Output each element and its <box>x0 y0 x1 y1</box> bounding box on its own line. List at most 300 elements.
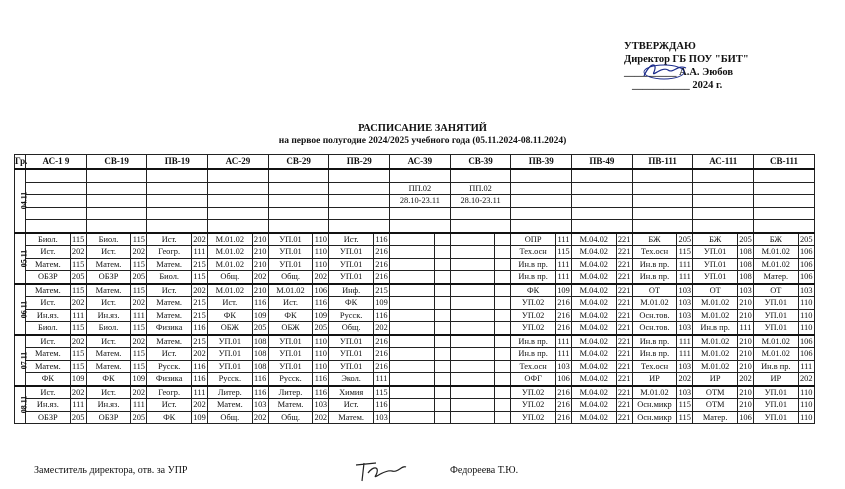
room-cell: 210 <box>739 298 752 308</box>
room-cell: 202 <box>191 284 207 297</box>
subject-cell: Ин.в пр. <box>632 335 676 348</box>
subject-cell: ОФГ <box>511 373 555 386</box>
room-cell: 205 <box>71 412 85 422</box>
room-cell: 108 <box>253 361 267 371</box>
room-cell: 109 <box>193 412 206 422</box>
room-cell: 202 <box>193 349 206 359</box>
room-cell: 109 <box>375 298 388 308</box>
subject-cell: ОБЗР <box>26 271 70 284</box>
deputy-signature-icon <box>350 455 410 487</box>
room-cell <box>495 322 511 335</box>
subject-cell: Экол. <box>329 373 373 386</box>
table-row <box>15 399 815 412</box>
subject-cell: М.01.02 <box>693 309 737 322</box>
subject-cell: Ин.в пр. <box>511 348 555 361</box>
subject-cell <box>450 399 494 412</box>
subject-cell: Ин.в пр. <box>632 258 676 271</box>
room-cell: 202 <box>131 335 147 348</box>
room-cell: 115 <box>132 349 145 359</box>
room-cell: 115 <box>70 284 86 297</box>
room-cell: 111 <box>677 348 693 361</box>
room-cell: 115 <box>131 322 147 335</box>
subject-cell: Матер. <box>693 411 737 424</box>
subject-cell: М.04.02 <box>572 360 616 373</box>
subject-cell <box>390 233 434 246</box>
room-cell <box>495 373 511 386</box>
room-cell: 106 <box>798 271 814 284</box>
room-cell <box>495 233 511 246</box>
table-cell <box>754 220 815 233</box>
subject-cell: М.04.02 <box>572 335 616 348</box>
table-cell <box>26 195 87 208</box>
subject-cell: Тех.осн <box>511 246 555 259</box>
room-cell: 116 <box>254 298 267 308</box>
table-cell: ПП.02 <box>450 182 511 195</box>
subject-cell: Физика <box>147 373 191 386</box>
room-cell: 103 <box>678 361 692 371</box>
subject-cell: ОТ <box>693 284 737 297</box>
room-cell: 116 <box>314 298 327 308</box>
room-cell <box>495 348 511 361</box>
room-cell: 106 <box>555 373 571 386</box>
table-cell <box>147 207 208 220</box>
table-row <box>15 360 815 373</box>
room-cell: 221 <box>616 386 632 399</box>
room-cell: 116 <box>191 373 207 386</box>
room-cell <box>495 360 511 373</box>
subject-cell: Матем. <box>147 309 191 322</box>
subject-cell: М.04.02 <box>572 373 616 386</box>
subject-cell: Ин.яз. <box>86 309 130 322</box>
subject-cell: Осн.тов. <box>632 309 676 322</box>
table-cell <box>693 169 754 182</box>
subject-cell: Биол. <box>147 271 191 284</box>
room-cell: 210 <box>737 335 753 348</box>
subject-cell: ОПР <box>511 233 555 246</box>
subject-cell: Русск. <box>147 360 191 373</box>
room-cell <box>434 373 450 386</box>
room-cell: 115 <box>131 284 147 297</box>
room-cell: 202 <box>313 271 329 284</box>
subject-cell: Биол. <box>86 322 130 335</box>
room-cell: 110 <box>314 259 327 269</box>
subject-cell: Матем. <box>26 284 70 297</box>
subject-cell: М.04.02 <box>572 233 616 246</box>
subject-cell: М.04.02 <box>572 297 616 310</box>
subject-cell: УП.02 <box>511 322 555 335</box>
subject-cell <box>390 335 434 348</box>
subject-cell: М.01.02 <box>693 360 737 373</box>
subject-cell: Тех.осн <box>632 360 676 373</box>
subject-cell: УП.01 <box>754 297 798 310</box>
room-cell: 221 <box>617 349 631 359</box>
subject-cell: УП.02 <box>511 309 555 322</box>
room-cell: 115 <box>72 361 85 371</box>
room-cell: 210 <box>739 310 752 320</box>
table-cell <box>26 182 87 195</box>
room-cell: 115 <box>72 259 85 269</box>
room-cell: 111 <box>131 399 147 412</box>
subject-cell: М.01.02 <box>208 246 252 259</box>
table-cell <box>86 207 147 220</box>
room-cell: 202 <box>70 335 86 348</box>
subject-cell: УП.01 <box>208 335 252 348</box>
subject-cell <box>390 271 434 284</box>
room-cell: 216 <box>555 322 571 335</box>
subject-cell: ИР <box>693 373 737 386</box>
room-cell: 221 <box>616 271 632 284</box>
table-cell <box>86 195 147 208</box>
subject-cell <box>390 246 434 259</box>
subject-cell: УП.01 <box>268 246 312 259</box>
subject-cell: Матем. <box>268 399 312 412</box>
table-row <box>15 284 815 297</box>
subject-cell <box>390 284 434 297</box>
room-cell: 111 <box>191 246 207 259</box>
room-cell: 111 <box>555 335 571 348</box>
room-cell: 103 <box>677 386 693 399</box>
table-row <box>15 246 815 259</box>
table-cell <box>86 220 147 233</box>
room-cell: 210 <box>252 284 268 297</box>
room-cell: 205 <box>131 271 147 284</box>
table-row <box>15 322 815 335</box>
room-cell: 115 <box>557 247 570 257</box>
room-cell <box>495 399 511 412</box>
subject-cell: Ист. <box>268 297 312 310</box>
subject-cell: Матем. <box>26 360 70 373</box>
subject-cell: Ист. <box>86 335 130 348</box>
subject-cell: ФК <box>208 309 252 322</box>
subject-cell <box>390 297 434 310</box>
subject-cell: БЖ <box>754 233 798 246</box>
subject-cell: Матем. <box>147 297 191 310</box>
room-cell: 115 <box>70 233 86 246</box>
room-cell <box>434 297 450 310</box>
subject-cell: Ин.в пр. <box>511 335 555 348</box>
table-cell <box>693 195 754 208</box>
room-cell: 103 <box>557 361 570 371</box>
table-row <box>15 207 815 220</box>
room-cell <box>434 284 450 297</box>
room-cell: 103 <box>375 412 388 422</box>
subject-cell <box>390 258 434 271</box>
table-cell <box>329 182 390 195</box>
table-row <box>15 411 815 424</box>
room-cell: 216 <box>557 298 570 308</box>
room-cell: 216 <box>375 247 388 257</box>
table-cell <box>390 207 451 220</box>
subject-cell <box>390 348 434 361</box>
room-cell: 202 <box>252 271 268 284</box>
subject-cell: Ист. <box>26 297 70 310</box>
room-cell: 205 <box>132 412 146 422</box>
room-cell: 111 <box>555 258 571 271</box>
footer-name: Федореева Т.Ю. <box>450 465 519 476</box>
table-cell <box>511 169 572 182</box>
subject-cell: Ин.яз. <box>26 399 70 412</box>
subject-cell: Матем. <box>329 411 373 424</box>
subject-cell: УП.01 <box>329 360 373 373</box>
subject-cell: УП.01 <box>329 348 373 361</box>
subject-cell: БЖ <box>693 233 737 246</box>
room-cell: 202 <box>193 400 206 410</box>
subject-cell: Осн.микр <box>632 399 676 412</box>
table-row <box>15 386 815 399</box>
room-cell: 221 <box>617 361 631 371</box>
subject-cell: Ист. <box>147 233 191 246</box>
table-cell <box>754 207 815 220</box>
room-cell <box>495 386 511 399</box>
room-cell: 221 <box>616 233 632 246</box>
room-cell: 116 <box>193 361 206 371</box>
room-cell: 202 <box>70 386 86 399</box>
day-text: 04.11 <box>19 191 29 210</box>
subject-cell: Ист. <box>86 386 130 399</box>
subject-cell: М.01.02 <box>208 258 252 271</box>
room-cell: 205 <box>798 233 814 246</box>
room-cell: 205 <box>737 233 753 246</box>
subject-cell <box>450 309 494 322</box>
table-cell <box>26 169 87 182</box>
subject-cell: Ин.яз. <box>86 399 130 412</box>
table-cell <box>329 195 390 208</box>
room-cell: 205 <box>70 271 86 284</box>
subject-cell: Осн.микр <box>632 411 676 424</box>
subject-cell: Ист. <box>208 297 252 310</box>
subject-cell: УП.01 <box>693 246 737 259</box>
room-cell: 110 <box>314 361 327 371</box>
day-label <box>15 386 29 424</box>
subject-cell: ОТ <box>632 284 676 297</box>
group-header: АС-39 <box>390 155 451 170</box>
table-row <box>15 297 815 310</box>
room-cell: 115 <box>72 349 85 359</box>
subject-cell: ФК <box>26 373 70 386</box>
room-cell: 103 <box>253 400 267 410</box>
subject-cell: Литер. <box>208 386 252 399</box>
room-cell: 111 <box>798 360 814 373</box>
room-cell: 110 <box>314 349 327 359</box>
subject-cell: УП.01 <box>329 271 373 284</box>
room-cell: 210 <box>253 247 267 257</box>
table-cell <box>390 220 451 233</box>
room-cell: 111 <box>555 271 571 284</box>
room-cell: 109 <box>253 310 267 320</box>
room-cell: 111 <box>555 348 571 361</box>
room-cell: 115 <box>678 247 691 257</box>
room-cell: 216 <box>375 361 388 371</box>
subject-cell: М.01.02 <box>754 348 798 361</box>
subject-cell <box>450 297 494 310</box>
table-row <box>15 169 815 182</box>
room-cell: 103 <box>678 310 692 320</box>
subject-cell <box>450 284 494 297</box>
room-cell <box>495 258 511 271</box>
subject-cell: Матем. <box>86 360 130 373</box>
table-cell <box>632 195 693 208</box>
subject-cell: Биол. <box>86 233 130 246</box>
room-cell: 106 <box>799 349 813 359</box>
room-cell: 109 <box>131 373 147 386</box>
subject-cell <box>390 411 434 424</box>
room-cell: 202 <box>71 298 85 308</box>
room-cell: 116 <box>252 386 268 399</box>
room-cell: 106 <box>799 247 813 257</box>
room-cell <box>495 284 511 297</box>
subject-cell: Геогр. <box>147 246 191 259</box>
room-cell: 116 <box>375 400 388 410</box>
room-cell: 109 <box>555 284 571 297</box>
room-cell: 216 <box>375 349 388 359</box>
room-cell: 216 <box>557 400 570 410</box>
subject-cell: УП.02 <box>511 411 555 424</box>
table-cell <box>86 182 147 195</box>
subject-cell: Геогр. <box>147 386 191 399</box>
group-header: СВ-39 <box>450 155 511 170</box>
table-row <box>15 309 815 322</box>
subject-cell <box>390 360 434 373</box>
subject-cell: Ин.в пр. <box>632 271 676 284</box>
subject-cell: М.01.02 <box>754 246 798 259</box>
room-cell: 116 <box>252 373 268 386</box>
room-cell <box>434 348 450 361</box>
subject-cell: М.04.02 <box>572 399 616 412</box>
subject-cell: ОБЗР <box>26 411 70 424</box>
room-cell <box>495 309 511 322</box>
subject-cell: М.01.02 <box>754 335 798 348</box>
table-cell <box>632 220 693 233</box>
subject-cell: Общ. <box>208 271 252 284</box>
schedule-header-row <box>15 155 815 170</box>
table-row <box>15 335 815 348</box>
room-cell: 111 <box>131 309 147 322</box>
subject-cell: УП.01 <box>329 246 373 259</box>
room-cell: 110 <box>798 297 814 310</box>
room-cell: 216 <box>375 259 388 269</box>
page-subtitle: на первое полугодие 2024/2025 учебного года (05.11.2024-08.11.2024) <box>278 136 567 146</box>
table-cell: 28.10-23.11 <box>390 195 451 208</box>
room-cell: 106 <box>798 335 814 348</box>
table-cell <box>147 195 208 208</box>
subject-cell: УП.01 <box>268 258 312 271</box>
approval-line-3: __________ А.А. Эюбов <box>624 67 734 78</box>
table-cell <box>390 169 451 182</box>
table-cell <box>86 169 147 182</box>
room-cell: 116 <box>313 373 329 386</box>
room-cell: 108 <box>253 349 267 359</box>
room-cell: 110 <box>798 322 814 335</box>
subject-cell <box>450 271 494 284</box>
subject-cell: Химия <box>329 386 373 399</box>
room-cell <box>434 399 450 412</box>
room-cell: 115 <box>131 233 147 246</box>
table-cell <box>632 207 693 220</box>
subject-cell: ФК <box>329 297 373 310</box>
table-cell: 28.10-23.11 <box>450 195 511 208</box>
room-cell: 115 <box>373 386 389 399</box>
room-cell: 216 <box>373 335 389 348</box>
subject-cell: Биол. <box>26 233 70 246</box>
subject-cell: ОБЗР <box>86 411 130 424</box>
subject-cell: Матем. <box>86 258 130 271</box>
room-cell: 202 <box>373 322 389 335</box>
room-cell <box>434 386 450 399</box>
table-cell <box>572 207 633 220</box>
subject-cell: УП.01 <box>329 335 373 348</box>
room-cell: 115 <box>678 400 691 410</box>
subject-cell: М.01.02 <box>632 297 676 310</box>
room-cell: 115 <box>191 271 207 284</box>
room-cell: 210 <box>253 259 267 269</box>
subject-cell: УП.01 <box>754 309 798 322</box>
room-cell: 110 <box>798 309 814 322</box>
day-text: 06.11 <box>19 300 29 318</box>
day-label <box>15 284 29 335</box>
room-cell: 216 <box>373 271 389 284</box>
room-cell: 116 <box>375 310 388 320</box>
room-cell: 116 <box>373 233 389 246</box>
room-cell: 216 <box>557 310 570 320</box>
subject-cell: УП.01 <box>754 386 798 399</box>
room-cell: 109 <box>314 310 328 320</box>
table-cell <box>268 169 329 182</box>
subject-cell: Ист. <box>86 297 130 310</box>
room-cell: 205 <box>252 322 268 335</box>
subject-cell <box>450 386 494 399</box>
subject-cell: ФК <box>86 373 130 386</box>
room-cell: 115 <box>132 259 145 269</box>
subject-cell <box>450 411 494 424</box>
room-cell: 103 <box>737 284 753 297</box>
room-cell: 202 <box>737 373 753 386</box>
subject-cell: УП.01 <box>754 411 798 424</box>
table-row <box>15 348 815 361</box>
subject-cell: Матем. <box>26 258 70 271</box>
table-cell <box>572 169 633 182</box>
subject-cell: М.01.02 <box>693 297 737 310</box>
room-cell <box>434 335 450 348</box>
room-cell <box>434 258 450 271</box>
day-label <box>15 169 29 233</box>
table-cell <box>268 182 329 195</box>
subject-cell: Ист. <box>329 399 373 412</box>
subject-cell: УП.01 <box>268 335 312 348</box>
approval-line-2: Директор ГБ ПОУ "БИТ" <box>624 54 749 65</box>
room-cell: 108 <box>252 335 268 348</box>
table-cell <box>693 220 754 233</box>
room-cell: 210 <box>737 386 753 399</box>
group-header: ПВ-19 <box>147 155 208 170</box>
subject-cell: УП.01 <box>208 348 252 361</box>
room-cell: 202 <box>314 412 328 422</box>
room-cell <box>495 411 511 424</box>
subject-cell: Общ. <box>208 411 252 424</box>
subject-cell <box>390 322 434 335</box>
room-cell: 202 <box>253 412 267 422</box>
subject-cell: Ист. <box>147 284 191 297</box>
subject-cell <box>390 309 434 322</box>
room-cell: 111 <box>70 309 86 322</box>
room-cell: 202 <box>132 298 146 308</box>
room-cell: 202 <box>132 247 146 257</box>
table-cell <box>147 169 208 182</box>
subject-cell: Ин.в пр. <box>511 258 555 271</box>
subject-cell: ОБЖ <box>208 322 252 335</box>
table-row <box>15 373 815 386</box>
room-cell: 108 <box>739 247 752 257</box>
room-cell: 221 <box>616 284 632 297</box>
